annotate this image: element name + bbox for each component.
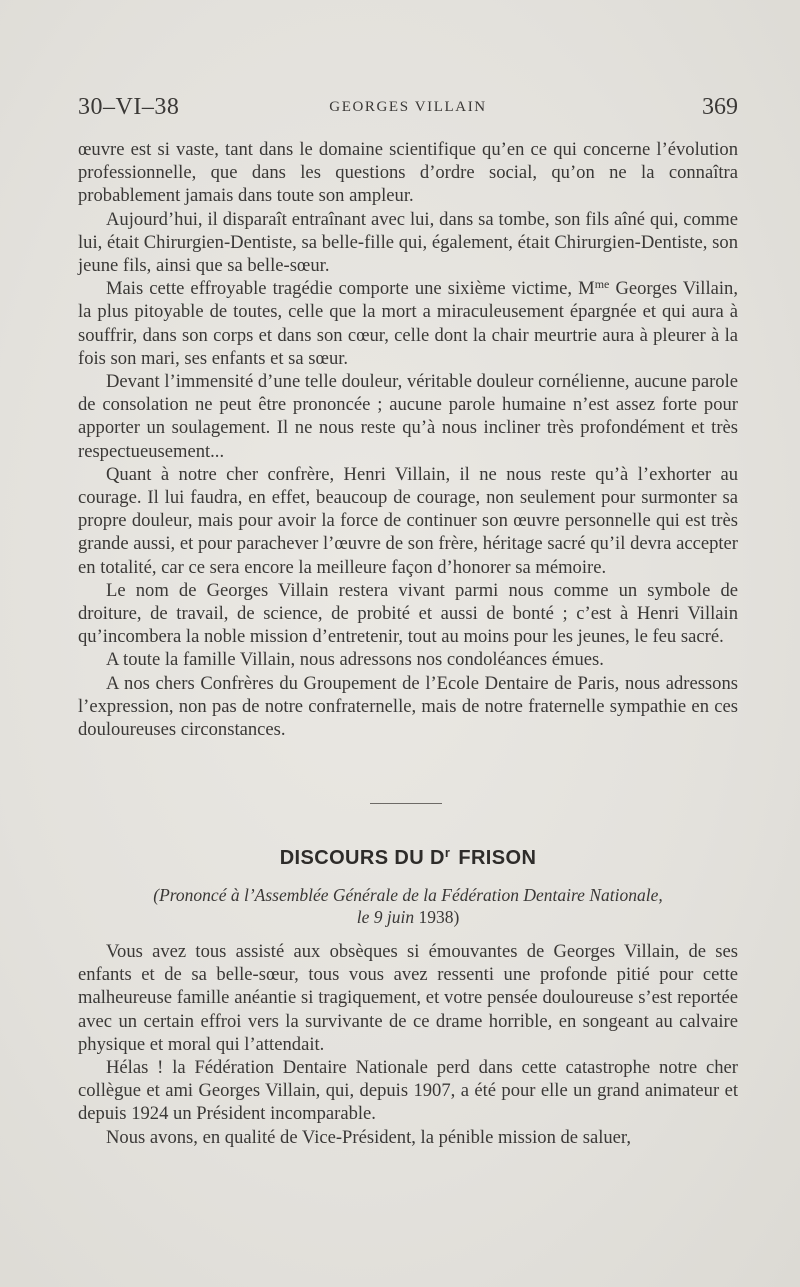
paragraph: Hélas ! la Fédération Dentaire Nationale perd dans cette catastrophe notre cher collègue et ami Georges Villain, qui, depuis 1907, a été pour elle un grand animateur et depuis 1924 un Président incomparable. bbox=[78, 1057, 738, 1125]
paragraph: A nos chers Confrères du Groupement de l’Ecole Dentaire de Paris, nous adressons l’expression, non pas de notre confraternelle, mais de notre fraternelle sympathie en ces douloureuses circonstances. bbox=[78, 672, 738, 741]
heading-before: DISCOURS DU D bbox=[279, 847, 445, 869]
running-head-title: GEORGES VILLAIN bbox=[329, 99, 487, 115]
section-subtitle bbox=[78, 884, 738, 928]
subtitle-line-2 bbox=[78, 906, 738, 928]
heading-after: FRISON bbox=[452, 847, 537, 869]
paragraph: Vous avez tous assisté aux obsèques si émouvantes de Georges Villain, de ses enfants et de sa belle-sœur, tous vous avez ressenti une profonde pitié pour cette malheureuse famille anéantie si tragiquement, et votre pensée douloureuse s’est reportée avec un certain effroi vers la survivante de ce drame horrible, en songeant au calvaire physique et moral qui l’attendait. bbox=[78, 941, 738, 1055]
paragraph: Devant l’immensité d’une telle douleur, véritable douleur cornélienne, aucune parole de consolation ne peut être prononcée ; aucune parole humaine n’est assez forte pour apporter un soulagement. Il ne nous reste qu’à nous incliner très profondément et très respectueusement... bbox=[78, 371, 738, 462]
heading-sup: r bbox=[444, 845, 451, 860]
subtitle-year: 1938) bbox=[418, 907, 460, 927]
paragraph: Aujourd’hui, il disparaît entraînant avec lui, dans sa tombe, son fils aîné qui, comme lui, était Chirurgien-Dentiste, sa belle-fille qui, également, était Chirurgien-Dentiste, son jeune fils, ainsi que sa belle-sœur. bbox=[78, 208, 738, 277]
body-text-bottom bbox=[78, 940, 738, 1149]
paragraph: A toute la famille Villain, nous adressons nos condoléances émues. bbox=[106, 649, 604, 671]
section-divider bbox=[370, 803, 442, 804]
paragraph-mme: Mais cette effroyable tragédie comporte une sixième victime, $M^{me}$ Georges Villain, la plus pitoyable de toutes, celle que la mort a miraculeusement épargnée et qui aura à souffrir, dans son corps et dans son cœur, celle dont la chair meurtrie aura à pleurer à la fois son mari, ses enfants et sa sœur. bbox=[78, 277, 738, 369]
paragraph: Nous avons, en qualité de Vice-Président, la pénible mission de saluer, bbox=[106, 1126, 632, 1148]
running-head bbox=[78, 92, 738, 122]
section-heading bbox=[78, 845, 738, 870]
running-head-date: 30–VI–38 bbox=[78, 94, 180, 120]
paragraph: Le nom de Georges Villain restera vivant parmi nous comme un symbole de droiture, de travail, de science, de probité et aussi de bonté ; c’est à Henri Villain qu’incombera la noble mission d’entretenir, tout au moins pour les jeunes, le feu sacré. bbox=[78, 579, 738, 648]
subtitle-date-italic: le 9 juin bbox=[356, 907, 419, 927]
subtitle-line-1: (Prononcé à l’Assemblée Générale de la Fédération Dentaire Nationale, bbox=[153, 885, 663, 905]
paragraph: Quant à notre cher confrère, Henri Villain, il ne nous reste qu’à l’exhorter au courage. Il lui faudra, en effet, beaucoup de courage, non seulement pour surmonter sa propre douleur, mais pour avoir la force de continuer son œuvre personnelle qui est très grande aussi, et pour parachever l’œuvre de son frère, héritage sacré qu’il devra accepter en totalité, car ce sera encore la meilleure façon d’honorer sa mémoire. bbox=[78, 463, 738, 578]
body-text-top bbox=[78, 138, 738, 741]
madame-superscript: me bbox=[594, 277, 610, 292]
paragraph: œuvre est si vaste, tant dans le domaine scientifique qu’en ce qui concerne l’évolution professionnelle, que dans les questions d’ordre social, qu’on ne la connaîtra probablement jamais dans toute son ampleur. bbox=[78, 139, 738, 207]
page-number: 369 bbox=[702, 94, 738, 120]
